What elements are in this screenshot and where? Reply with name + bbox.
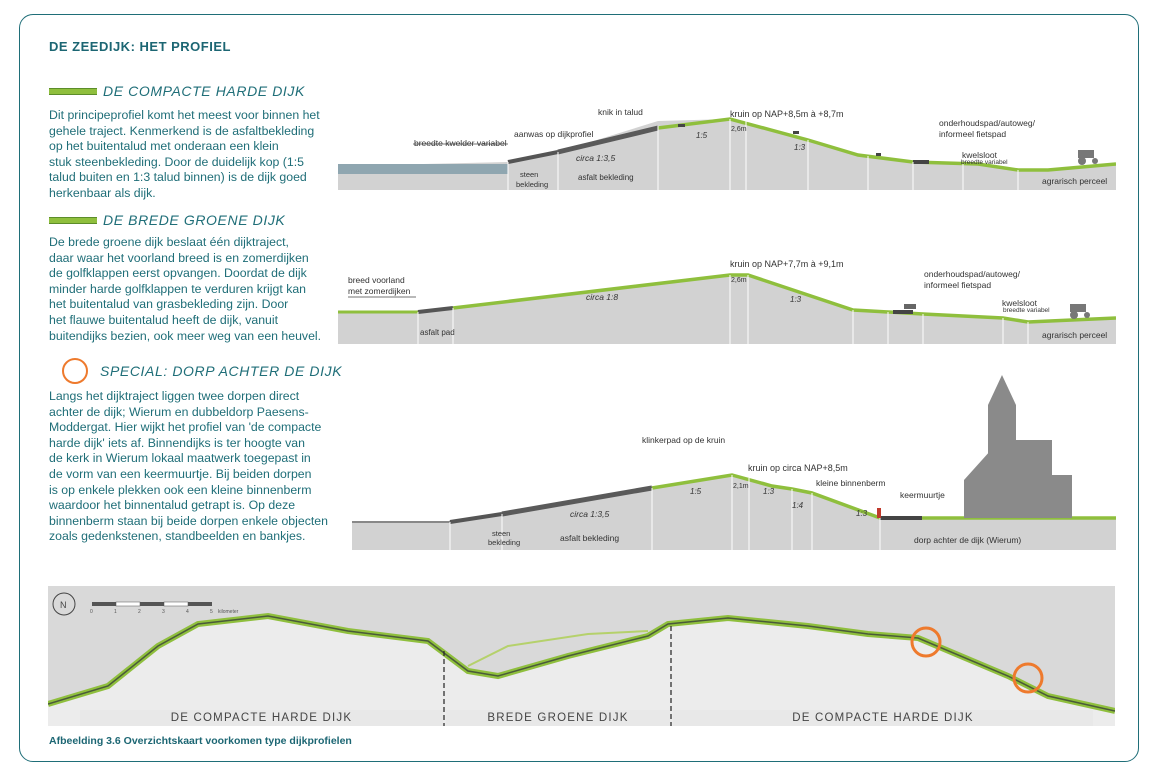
- scale-unit: kilometer: [218, 609, 239, 615]
- section-heading-text: DE BREDE GROENE DIJK: [103, 212, 286, 228]
- section-text-compact: Dit principeprofiel komt het meest voor binnen het gehele traject. Kenmerkend is de asfaltbekleding op het buitentalud met onderaan een klein stuk steenbekleding. Door de duidelijk kop (1:5 talud buiten en 1:3 talud binnen) is de dijk goed herkenbaar als dijk.: [49, 108, 320, 200]
- scale-tick: 2: [138, 609, 141, 615]
- section-heading-text: SPECIAL: DORP ACHTER DE DIJK: [100, 363, 343, 379]
- profile-village-diagram: [352, 370, 1116, 552]
- label-slope-13: 1:3: [790, 295, 802, 304]
- keermuurtje-wall: [877, 508, 881, 518]
- car-icon: [904, 304, 916, 309]
- label-slope-out: circa 1:3,5: [576, 153, 616, 163]
- profile-broad-diagram: [338, 252, 1116, 346]
- label-slope-out: circa 1:3,5: [570, 509, 610, 519]
- label-slope-13: 1:3: [794, 143, 806, 152]
- label-slope-15: 1:5: [696, 131, 708, 140]
- profile-compact-diagram: [338, 100, 1116, 192]
- map-label-broad: BREDE GROENE DIJK: [446, 710, 670, 726]
- green-line-icon: [49, 88, 97, 95]
- label-binnenberm: kleine binnenberm: [816, 478, 886, 488]
- section-heading-compact: [49, 83, 305, 99]
- north-label: N: [60, 600, 67, 610]
- road: [913, 160, 929, 164]
- church-icon: [964, 375, 1072, 518]
- road: [893, 310, 913, 314]
- label-slope-13: 1:3: [763, 487, 775, 496]
- label-width: 2,1m: [733, 483, 749, 490]
- label-onderhoud: informeel fietspad: [924, 280, 992, 290]
- label-keermuurtje: keermuurtje: [900, 490, 945, 500]
- label-onderhoud: informeel fietspad: [939, 129, 1007, 139]
- label-bekleding: bekleding: [516, 180, 549, 189]
- label-kruin: kruin op NAP+8,5m à +8,7m: [730, 109, 844, 119]
- section-heading-broad: [49, 212, 285, 228]
- green-line-icon: [49, 217, 97, 224]
- scale-tick: 4: [186, 609, 189, 615]
- label-aanwas: aanwas op dijkprofiel: [514, 129, 594, 139]
- label-slope-13: 1:3: [856, 509, 868, 518]
- label-slope-14: 1:4: [792, 501, 804, 510]
- overview-map: [48, 586, 1115, 726]
- map-label-compact-east: DE COMPACTE HARDE DIJK: [673, 710, 1093, 726]
- water-area: [338, 164, 508, 174]
- label-kruin: kruin op circa NAP+8,5m: [748, 463, 848, 473]
- label-onderhoud: onderhoudspad/autoweg/: [939, 118, 1035, 128]
- scale-tick: 1: [114, 609, 117, 615]
- label-slope-15: 1:5: [690, 487, 702, 496]
- label-asfalt: asfalt bekleding: [560, 533, 620, 543]
- tractor-icon: [1078, 150, 1098, 165]
- scale-tick: 5: [210, 609, 213, 615]
- label-asfalt: asfalt bekleding: [578, 173, 634, 182]
- label-dorp: dorp achter de dijk (Wierum): [914, 535, 1022, 545]
- label-width: 2,6m: [731, 277, 747, 284]
- section-heading-special: [49, 358, 342, 384]
- section-heading-text: DE COMPACTE HARDE DIJK: [103, 83, 305, 99]
- label-kwelsloot: kwelsloot: [962, 150, 997, 160]
- label-steen: steen: [520, 170, 539, 179]
- label-width: 2,6m: [731, 126, 747, 133]
- page-title: DE ZEEDIJK: HET PROFIEL: [49, 39, 231, 54]
- label-bekleding: bekleding: [488, 538, 521, 547]
- label-agrarisch: agrarisch perceel: [1042, 330, 1108, 340]
- label-slope-18: circa 1:8: [586, 292, 619, 302]
- label-kwelsloot: kwelsloot: [1002, 298, 1037, 308]
- section-text-broad: De brede groene dijk beslaat één dijktraject, daar waar het voorland breed is en zomerdijken de golfklappen eerst opvangen. Doordat de dijk minder harde golfklappen te verduren krijgt kan het buitentalud van grasbekleding zijn. Door het flauwe buitentalud heeft de dijk, vanuit buitendijks bezien, ook meer weg van een heuvel.: [49, 235, 322, 343]
- label-kwel-sub: breedte variabel: [961, 159, 1008, 166]
- orange-circle-icon: [62, 358, 88, 384]
- section-text-special: Langs het dijktraject liggen twee dorpen direct achter de dijk; Wierum en dubbeldorp Paesens- Moddergat. Hier wijkt het profiel van 'de compacte harde dijk' iets af. Binnendijks is ter hoogte van de kerk in Wierum lokaal maatwerk toegepast in de vorm van een keermuurtje. Bij beiden dorpen is op enkele plekken ook een kleine binnenberm waardoor het binnentalud getrapt is. Op deze binnenberm staan bij beide dorpen enkele objecten zoals gedenkstenen, standbeelden en bankjes.: [49, 389, 328, 544]
- label-klinker: klinkerpad op de kruin: [642, 435, 726, 445]
- scale-tick: 3: [162, 609, 165, 615]
- label-kruin: kruin op NAP+7,7m à +9,1m: [730, 259, 844, 269]
- label-breedte: breedte kwelder variabel: [414, 138, 507, 148]
- label-onderhoud: onderhoudspad/autoweg/: [924, 269, 1020, 279]
- label-steen: steen: [492, 529, 511, 538]
- label-asfalt-pad: asfalt pad: [420, 328, 455, 337]
- map-label-compact-west: DE COMPACTE HARDE DIJK: [80, 710, 443, 726]
- scale-tick: 0: [90, 609, 93, 615]
- label-agrarisch: agrarisch perceel: [1042, 176, 1108, 186]
- label-voorland: met zomerdijken: [348, 286, 411, 296]
- tractor-icon: [1070, 304, 1090, 319]
- label-kwel-sub: breedte variabel: [1003, 307, 1050, 314]
- scale-bar: [92, 602, 212, 606]
- label-voorland: breed voorland: [348, 275, 405, 285]
- label-knik: knik in talud: [598, 107, 643, 117]
- figure-caption: Afbeelding 3.6 Overzichtskaart voorkomen type dijkprofielen: [49, 735, 352, 747]
